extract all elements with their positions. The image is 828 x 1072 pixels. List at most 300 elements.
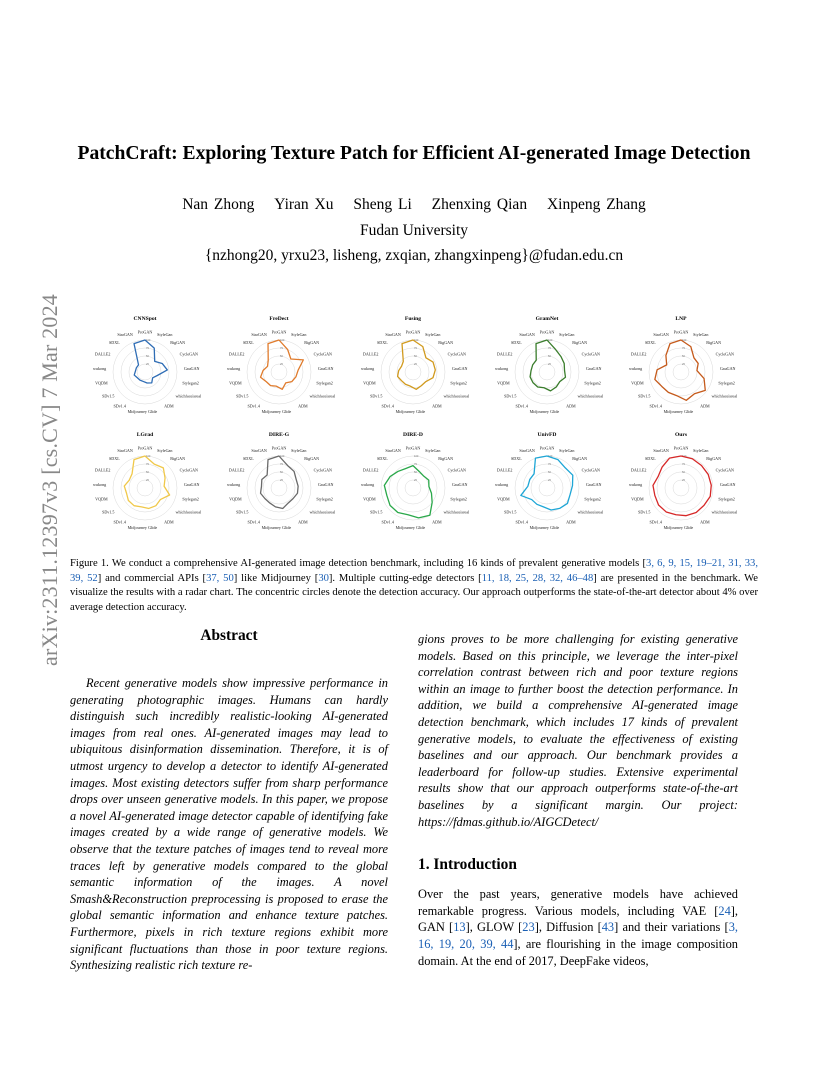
axis-label: ProGAN: [673, 445, 689, 451]
axis-label: ProGAN: [405, 445, 421, 451]
axis-label: SDv1.5: [370, 393, 383, 399]
axis-label: VQDM: [95, 496, 108, 502]
axis-label: Midjourney: [261, 524, 281, 530]
ring-tick-label: 50: [682, 471, 685, 474]
ring-tick-label: 75: [682, 347, 685, 350]
chart-title: CNNSpot: [133, 316, 157, 322]
axis-label: SDXL: [377, 339, 388, 345]
axis-label: VQDM: [363, 496, 376, 502]
axis-label: VQDM: [497, 496, 510, 502]
axis-label: Midjourney: [663, 524, 683, 530]
author-emails: {nzhong20, yrxu23, lisheng, zxqian, zhangxinpeng}@fudan.edu.cn: [204, 247, 624, 264]
axis-label: Stylegan2: [182, 496, 199, 502]
left-column: [70, 627, 388, 974]
abstract-text: Recent generative models show impressive performance in generating photographic images. Humans can hardly distinguish such incredibly realistic-looking AI-generated images from real ones. AI-generated images may lead to ubiquitous disinformation dissemination. Therefore, it is of utmost urgency to develop a detector to identify AI-generated images. Most existing detectors suffer from sharp performance drops over unseen generative models. In this paper, we propose a novel AI-generated image detector capable of identifying fake images created by a wide range of generative models. We observe that the texture patches of images tend to reveal more traces left by generative models compared to the global semantic information of the images. A novel Smash&Reconstruction preprocessing is proposed to erase the global semantic information and enhance texture patches. Furthermore, pixels in rich texture regions exhibit more significant fluctuations than those in poor texture regions. Synthesizing realistic rich texture re-: [70, 676, 388, 973]
axis-label: GauGAN: [585, 365, 602, 371]
ring-tick-label: 25: [548, 363, 551, 366]
axis-label: ProGAN: [271, 329, 287, 335]
axis-label: Midjourney: [395, 408, 415, 414]
ring-tick-label: 75: [548, 463, 551, 466]
axis-label: ADM: [432, 403, 442, 409]
radar-svg: [212, 312, 346, 428]
axis-label: Stylegan2: [450, 380, 467, 386]
axis-label: DALLE2: [94, 467, 111, 473]
ring-tick-label: 100: [682, 455, 687, 458]
citation-link[interactable]: 3, 6, 9, 15, 19–21, 31, 33, 39, 52: [70, 558, 758, 584]
radar-chart-lgrad: [78, 428, 212, 544]
ring-tick-label: 100: [414, 339, 419, 342]
axis-label: Midjourney: [529, 408, 549, 414]
ring-tick-label: 25: [682, 363, 685, 366]
axis-label: Midjourney: [663, 408, 683, 414]
accuracy-ring: [129, 472, 161, 504]
citation-link[interactable]: 37, 50: [206, 572, 234, 584]
radar-chart-univfd: [480, 428, 614, 544]
axis-label: ProGAN: [137, 445, 153, 451]
axis-label: SDXL: [645, 455, 656, 461]
ring-tick-label: 75: [682, 463, 685, 466]
axis-label: SDv1.5: [370, 509, 383, 515]
accuracy-ring: [121, 348, 169, 396]
axis-label: Glide: [550, 524, 560, 530]
ring-tick-label: 100: [146, 339, 151, 342]
citation-link[interactable]: 30: [318, 572, 329, 584]
radar-svg: [614, 428, 748, 544]
axis-label: BigGAN: [438, 339, 454, 345]
radar-svg: [212, 428, 346, 544]
axis-label: whichfaceisreal: [577, 393, 604, 399]
axis-label: ProGAN: [271, 445, 287, 451]
ring-tick-label: 50: [280, 355, 283, 358]
axis-label: StyleGan: [291, 448, 307, 454]
radar-svg: [346, 312, 480, 428]
axis-label: GauGAN: [451, 365, 468, 371]
ring-tick-label: 100: [414, 455, 419, 458]
axis-label: DALLE2: [496, 467, 513, 473]
accuracy-ring: [121, 464, 169, 512]
axis-label: BigGAN: [706, 455, 722, 461]
axis-label: GauGAN: [317, 481, 334, 487]
axis-label: StarGAN: [117, 332, 133, 338]
chart-title: Fusing: [404, 316, 422, 322]
accuracy-ring: [247, 456, 311, 520]
accuracy-ring: [649, 340, 713, 404]
ring-tick-label: 100: [280, 455, 285, 458]
ring-tick-label: 100: [548, 339, 553, 342]
axis-label: ProGAN: [539, 329, 555, 335]
axis-label: SDXL: [243, 455, 254, 461]
axis-label: StarGAN: [519, 448, 535, 454]
axis-label: StyleGan: [157, 332, 173, 338]
citation-link[interactable]: 13: [453, 920, 466, 935]
accuracy-ring: [539, 364, 555, 380]
radar-chart-dire-g: [212, 428, 346, 544]
axis-label: GauGAN: [451, 481, 468, 487]
axis-label: Glide: [282, 408, 292, 414]
axis-label: Glide: [282, 524, 292, 530]
axis-label: VQDM: [631, 496, 644, 502]
axis-label: BigGAN: [304, 339, 320, 345]
axis-label: whichfaceisreal: [443, 509, 470, 515]
axis-label: Midjourney: [261, 408, 281, 414]
figure-1-radar-grid: [78, 312, 748, 544]
author-name: Xinpeng Zhang: [546, 196, 646, 213]
axis-label: ProGAN: [405, 329, 421, 335]
axis-label: StyleGan: [157, 448, 173, 454]
axis-label: SDXL: [109, 339, 120, 345]
axis-label: SDv1.4: [247, 403, 260, 409]
axis-label: StyleGan: [291, 332, 307, 338]
axis-label: StarGAN: [251, 448, 267, 454]
axis-label: DALLE2: [228, 467, 245, 473]
axis-label: SDXL: [109, 455, 120, 461]
chart-title: Ours: [674, 432, 688, 438]
chart-title: UnivFD: [537, 432, 557, 438]
axis-label: whichfaceisreal: [443, 393, 470, 399]
citation-link[interactable]: 11, 18, 25, 28, 32, 46–48: [481, 572, 594, 584]
axis-label: GauGAN: [183, 365, 200, 371]
abstract-heading: Abstract: [200, 627, 258, 644]
accuracy-ring: [113, 340, 177, 404]
axis-label: ADM: [164, 519, 174, 525]
axis-label: ADM: [298, 519, 308, 525]
ring-tick-label: 50: [548, 471, 551, 474]
radar-chart-cnnspot: [78, 312, 212, 428]
radar-svg: [346, 428, 480, 544]
axis-label: VQDM: [229, 496, 242, 502]
axis-label: SDv1.5: [236, 509, 249, 515]
accuracy-ring: [405, 364, 421, 380]
radar-svg: [78, 428, 212, 544]
accuracy-ring: [657, 464, 705, 512]
axis-label: StyleGan: [425, 332, 441, 338]
ring-tick-label: 25: [146, 363, 149, 366]
series-line: [655, 340, 705, 400]
ring-tick-label: 25: [146, 479, 149, 482]
axis-label: SDv1.4: [113, 403, 126, 409]
axis-label: Stylegan2: [584, 380, 601, 386]
ring-tick-label: 50: [414, 471, 417, 474]
axis-label: Midjourney: [127, 524, 147, 530]
axis-label: BigGAN: [572, 339, 588, 345]
axis-label: DALLE2: [630, 467, 647, 473]
axis-label: CycleGAN: [581, 467, 601, 473]
axis-label: CycleGAN: [715, 467, 735, 473]
axis-label: SDv1.5: [638, 509, 651, 515]
ring-tick-label: 75: [548, 347, 551, 350]
axis-label: SDv1.5: [638, 393, 651, 399]
axis-label: wukong: [360, 365, 375, 371]
chart-title: DIRE-G: [268, 432, 290, 438]
axis-label: ADM: [566, 519, 576, 525]
axis-label: Stylegan2: [316, 496, 333, 502]
axis-label: StarGAN: [251, 332, 267, 338]
ring-tick-label: 75: [280, 347, 283, 350]
axis-label: GauGAN: [719, 365, 736, 371]
radar-chart-gramnet: [480, 312, 614, 428]
radar-svg: [78, 312, 212, 428]
axis-label: Stylegan2: [718, 496, 735, 502]
ring-tick-label: 50: [280, 471, 283, 474]
axis-label: StyleGan: [559, 448, 575, 454]
author-name: Sheng Li: [353, 196, 412, 213]
axis-label: wukong: [628, 481, 643, 487]
radar-chart-ours: [614, 428, 748, 544]
axis-label: SDv1.5: [102, 393, 115, 399]
axis-label: Stylegan2: [182, 380, 199, 386]
axis-label: GauGAN: [317, 365, 334, 371]
axis-label: whichfaceisreal: [309, 509, 336, 515]
axis-label: SDXL: [645, 339, 656, 345]
axis-label: StarGAN: [385, 448, 401, 454]
axis-label: ProGAN: [539, 445, 555, 451]
citation-link[interactable]: 23: [522, 920, 535, 935]
axis-label: SDv1.4: [381, 519, 394, 525]
axis-label: Glide: [148, 408, 158, 414]
abstract-text-continued: gions proves to be more challenging for existing generative models. Based on this principle, we leverage the inter-pixel correlation contrast between rich and poor texture regions within an image to further boost the detection performance. In addition, we build a comprehensive AI-generated image detection benchmark, which includes 17 kinds of prevalent generative models, to evaluate the effectiveness of existing baselines and our approach. Our benchmark provides a leaderboard for follow-up studies. Extensive experimental results show that our approach outperforms state-of-the-art baselines by a significant margin. Our project: https://fdmas.github.io/AIGCDetect/: [418, 632, 738, 829]
accuracy-ring: [381, 340, 445, 404]
axis-label: GauGAN: [183, 481, 200, 487]
accuracy-ring: [129, 356, 161, 388]
ring-tick-label: 25: [682, 479, 685, 482]
axis-label: ADM: [700, 403, 710, 409]
ring-tick-label: 75: [146, 347, 149, 350]
accuracy-ring: [665, 356, 697, 388]
accuracy-ring: [515, 456, 579, 520]
axis-label: Stylegan2: [450, 496, 467, 502]
series-line: [384, 466, 432, 518]
chart-title: FreDect: [269, 316, 289, 322]
axis-label: CycleGAN: [581, 351, 601, 357]
right-column: [418, 627, 738, 969]
accuracy-ring: [665, 472, 697, 504]
axis-label: wukong: [226, 481, 241, 487]
author-name: Nan Zhong: [182, 196, 255, 213]
axis-label: whichfaceisreal: [577, 509, 604, 515]
axis-label: Midjourney: [395, 524, 415, 530]
axis-label: wukong: [628, 365, 643, 371]
affiliation: Fudan University: [359, 222, 469, 239]
author-name: Yiran Xu: [274, 196, 334, 213]
axis-label: Glide: [684, 524, 694, 530]
axis-label: SDv1.4: [649, 519, 662, 525]
axis-label: Stylegan2: [718, 380, 735, 386]
chart-title: DIRE-D: [403, 432, 423, 438]
axis-label: CycleGAN: [179, 467, 199, 473]
axis-label: SDv1.4: [381, 403, 394, 409]
axis-label: StarGAN: [653, 448, 669, 454]
ring-tick-label: 25: [548, 479, 551, 482]
radar-chart-lnp: [614, 312, 748, 428]
axis-label: StarGAN: [653, 332, 669, 338]
axis-label: StyleGan: [425, 448, 441, 454]
accuracy-ring: [405, 480, 421, 496]
axis-label: StarGAN: [117, 448, 133, 454]
axis-label: VQDM: [631, 380, 644, 386]
axis-label: wukong: [494, 481, 509, 487]
ring-tick-label: 25: [414, 363, 417, 366]
radar-svg: [480, 312, 614, 428]
axis-label: ADM: [432, 519, 442, 525]
axis-label: Glide: [550, 408, 560, 414]
axis-label: VQDM: [363, 380, 376, 386]
axis-label: wukong: [226, 365, 241, 371]
ring-tick-label: 25: [280, 479, 283, 482]
axis-label: whichfaceisreal: [175, 393, 202, 399]
axis-label: wukong: [92, 481, 107, 487]
axis-label: CycleGAN: [447, 351, 467, 357]
accuracy-ring: [271, 364, 287, 380]
ring-tick-label: 100: [146, 455, 151, 458]
ring-tick-label: 100: [280, 339, 285, 342]
axis-label: SDv1.5: [102, 509, 115, 515]
chart-title: LNP: [675, 316, 687, 322]
axis-label: SDXL: [243, 339, 254, 345]
ring-tick-label: 25: [280, 363, 283, 366]
ring-tick-label: 25: [414, 479, 417, 482]
radar-chart-fredect: [212, 312, 346, 428]
ring-tick-label: 75: [146, 463, 149, 466]
axis-label: Stylegan2: [316, 380, 333, 386]
accuracy-ring: [531, 472, 563, 504]
axis-label: wukong: [360, 481, 375, 487]
axis-label: SDXL: [511, 339, 522, 345]
axis-label: SDv1.5: [236, 393, 249, 399]
axis-label: SDv1.4: [515, 403, 528, 409]
ring-tick-label: 100: [682, 339, 687, 342]
axis-label: Midjourney: [529, 524, 549, 530]
axis-label: Glide: [148, 524, 158, 530]
axis-label: SDv1.5: [504, 393, 517, 399]
axis-label: BigGAN: [438, 455, 454, 461]
axis-label: ADM: [566, 403, 576, 409]
ring-tick-label: 50: [146, 355, 149, 358]
accuracy-ring: [389, 348, 437, 396]
accuracy-ring: [673, 364, 689, 380]
introduction-text: Over the past years, generative models have achieved remarkable progress. Various models, including VAE [24], GAN [13], GLOW [23], Diffusion [43] and their variations [3, 16, 19, 20, 39, 44], are flourishing in the image composition domain. At the end of 2017, DeepFake videos,: [418, 887, 738, 968]
axis-label: VQDM: [95, 380, 108, 386]
axis-label: DALLE2: [94, 351, 111, 357]
axis-label: StarGAN: [385, 332, 401, 338]
author-name: Zhenxing Qian: [431, 196, 528, 213]
axis-label: Glide: [684, 408, 694, 414]
accuracy-ring: [515, 340, 579, 404]
axis-label: BigGAN: [706, 339, 722, 345]
series-line: [134, 340, 167, 383]
axis-label: SDv1.4: [515, 519, 528, 525]
ring-tick-label: 50: [548, 355, 551, 358]
axis-label: SDv1.4: [649, 403, 662, 409]
axis-label: BigGAN: [170, 455, 186, 461]
citation-link[interactable]: 3, 16, 19, 20, 39, 44: [418, 920, 738, 951]
introduction-heading: 1. Introduction: [418, 856, 517, 874]
accuracy-ring: [649, 456, 713, 520]
axis-label: ProGAN: [673, 329, 689, 335]
axis-label: ADM: [164, 403, 174, 409]
accuracy-ring: [113, 456, 177, 520]
citation-link[interactable]: 24: [718, 903, 731, 918]
axis-label: BigGAN: [572, 455, 588, 461]
ring-tick-label: 75: [414, 347, 417, 350]
arxiv-identifier: arXiv:2311.12397v3 [cs.CV] 7 Mar 2024: [37, 294, 62, 666]
radar-chart-fusing: [346, 312, 480, 428]
axis-label: whichfaceisreal: [711, 393, 738, 399]
ring-tick-label: 100: [548, 455, 553, 458]
axis-label: BigGAN: [304, 455, 320, 461]
axis-label: DALLE2: [362, 467, 379, 473]
axis-label: GauGAN: [585, 481, 602, 487]
figure-caption: Figure 1. We conduct a comprehensive AI-generated image detection benchmark, including 16 kinds of prevalent generative models [3, 6, 9, 15, 19–21, 31, 33, 39, 52] and commercial APIs [37, 50] like Midjourney [30]. Multiple cutting-edge detectors [11, 18, 25, 28, 32, 46–48] are presented in the benchmark. We visualize the results with a radar chart. The concentric circles denote the detection accuracy. Our approach outperforms the state-of-the-art detector about 4% over average detection accuracy.: [70, 558, 759, 613]
axis-label: StyleGan: [559, 332, 575, 338]
axis-label: ADM: [700, 519, 710, 525]
axis-label: Midjourney: [127, 408, 147, 414]
ring-tick-label: 50: [414, 355, 417, 358]
axis-label: StyleGan: [693, 448, 709, 454]
accuracy-ring: [247, 340, 311, 404]
axis-label: StarGAN: [519, 332, 535, 338]
accuracy-ring: [137, 364, 153, 380]
axis-label: wukong: [494, 365, 509, 371]
axis-label: SDXL: [377, 455, 388, 461]
ring-tick-label: 75: [414, 463, 417, 466]
axis-label: DALLE2: [362, 351, 379, 357]
axis-label: VQDM: [229, 380, 242, 386]
axis-label: DALLE2: [630, 351, 647, 357]
axis-label: wukong: [92, 365, 107, 371]
axis-label: CycleGAN: [179, 351, 199, 357]
axis-label: whichfaceisreal: [309, 393, 336, 399]
axis-label: Glide: [416, 524, 426, 530]
axis-label: CycleGAN: [313, 467, 333, 473]
axis-label: whichfaceisreal: [711, 509, 738, 515]
citation-link[interactable]: 43: [601, 920, 615, 935]
chart-title: LGrad: [136, 432, 154, 438]
axis-label: GauGAN: [719, 481, 736, 487]
axis-label: ADM: [298, 403, 308, 409]
axis-label: DALLE2: [228, 351, 245, 357]
radar-svg: [480, 428, 614, 544]
axis-label: DALLE2: [496, 351, 513, 357]
axis-label: SDXL: [511, 455, 522, 461]
radar-chart-dire-d: [346, 428, 480, 544]
accuracy-ring: [673, 480, 689, 496]
axis-label: whichfaceisreal: [175, 509, 202, 515]
axis-label: Stylegan2: [584, 496, 601, 502]
radar-svg: [614, 312, 748, 428]
accuracy-ring: [539, 480, 555, 496]
axis-label: SDv1.4: [113, 519, 126, 525]
axis-label: ProGAN: [137, 329, 153, 335]
paper-title: PatchCraft: Exploring Texture Patch for Efficient AI-generated Image Detection: [77, 143, 751, 164]
chart-title: GramNet: [535, 316, 559, 322]
axis-label: CycleGAN: [715, 351, 735, 357]
accuracy-ring: [255, 464, 303, 512]
axis-label: Glide: [416, 408, 426, 414]
ring-tick-label: 50: [146, 471, 149, 474]
author-list: [0, 196, 828, 214]
ring-tick-label: 50: [682, 355, 685, 358]
accuracy-ring: [271, 480, 287, 496]
axis-label: CycleGAN: [447, 467, 467, 473]
axis-label: VQDM: [497, 380, 510, 386]
accuracy-ring: [263, 472, 295, 504]
accuracy-ring: [137, 480, 153, 496]
axis-label: SDv1.4: [247, 519, 260, 525]
axis-label: BigGAN: [170, 339, 186, 345]
ring-tick-label: 75: [280, 463, 283, 466]
axis-label: SDv1.5: [504, 509, 517, 515]
accuracy-ring: [523, 464, 571, 512]
